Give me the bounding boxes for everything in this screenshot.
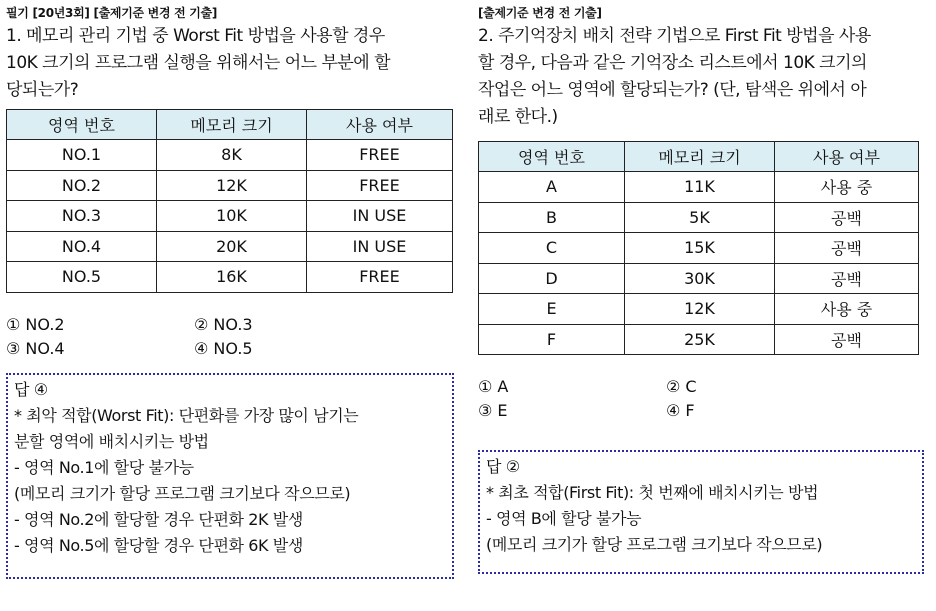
header-usage: 사용 여부	[307, 110, 453, 140]
cell-usage: 공백	[775, 233, 919, 264]
question-2-tag: [출제기준 변경 전 기출]	[478, 6, 602, 20]
question-2-line: 래로 한다.)	[478, 107, 558, 127]
cell-size: 10K	[157, 201, 307, 232]
table-row	[479, 172, 919, 203]
question-2-text	[478, 23, 930, 131]
question-1-answer-box	[6, 373, 454, 579]
question-2	[478, 0, 930, 574]
cell-usage: 공백	[775, 263, 919, 294]
cell-size: 12K	[157, 170, 307, 201]
table-row	[7, 201, 453, 232]
table-header-row	[479, 142, 919, 172]
question-1-text	[6, 23, 458, 104]
header-area-no: 영역 번호	[479, 142, 625, 172]
cell-usage: 공백	[775, 324, 919, 355]
cell-area: F	[479, 324, 625, 355]
table-header-row	[7, 110, 453, 140]
cell-area: NO.3	[7, 201, 157, 232]
answer-line: 분할 영역에 배치시키는 방법	[14, 431, 209, 451]
table-row	[7, 140, 453, 171]
cell-usage: 사용 중	[775, 294, 919, 325]
question-2-answer-box	[478, 450, 924, 574]
table-row	[7, 170, 453, 201]
table-row	[479, 202, 919, 233]
table-row	[479, 294, 919, 325]
cell-size: 12K	[625, 294, 775, 325]
answer-line: - 영역 No.2에 할당할 경우 단편화 2K 발생	[14, 509, 303, 529]
choice-1: ① NO.2	[6, 314, 65, 334]
choice-2: ② NO.3	[194, 314, 253, 334]
question-1-line: 10K 크기의 프로그램 실행을 위해서는 어느 부분에 할	[6, 53, 391, 73]
question-2-line: 2. 주기억장치 배치 전략 기법으로 First Fit 방법을 사용	[478, 26, 871, 46]
cell-usage: 공백	[775, 202, 919, 233]
cell-size: 16K	[157, 262, 307, 293]
cell-area: D	[479, 263, 625, 294]
answer-line: 답 ④	[14, 379, 48, 399]
cell-usage: 사용 중	[775, 172, 919, 203]
cell-usage: IN USE	[307, 231, 453, 262]
cell-area: A	[479, 172, 625, 203]
cell-usage: FREE	[307, 170, 453, 201]
table-row	[7, 262, 453, 293]
answer-line: (메모리 크기가 할당 프로그램 크기보다 작으므로)	[486, 535, 823, 554]
cell-size: 11K	[625, 172, 775, 203]
header-memory-size: 메모리 크기	[625, 142, 775, 172]
header-area-no: 영역 번호	[7, 110, 157, 140]
question-1-choices	[6, 313, 458, 361]
cell-area: NO.2	[7, 170, 157, 201]
cell-area: E	[479, 294, 625, 325]
answer-line: * 최초 적합(First Fit): 첫 번째에 배치시키는 방법	[486, 483, 819, 502]
cell-size: 20K	[157, 231, 307, 262]
cell-area: B	[479, 202, 625, 233]
answer-line: 답 ②	[486, 457, 520, 476]
choice-4: ④ F	[666, 401, 695, 420]
question-1-line: 당되는가?	[6, 80, 79, 100]
question-1-tag: 필기 [20년3회] [출제기준 변경 전 기출]	[6, 6, 218, 20]
cell-usage: IN USE	[307, 201, 453, 232]
cell-usage: FREE	[307, 140, 453, 171]
answer-line: - 영역 No.5에 할당할 경우 단편화 6K 발생	[14, 535, 303, 555]
choice-3: ③ E	[478, 401, 508, 420]
table-row	[479, 324, 919, 355]
question-2-choices	[478, 375, 930, 423]
answer-line: - 영역 No.1에 할당 불가능	[14, 457, 194, 477]
answer-line: - 영역 B에 할당 불가능	[486, 509, 642, 528]
table-row	[7, 231, 453, 262]
question-2-line: 작업은 어느 영역에 할당되는가? (단, 탐색은 위에서 아	[478, 80, 867, 100]
question-2-line: 할 경우, 다음과 같은 기억장소 리스트에서 10K 크기의	[478, 53, 867, 73]
question-1-line: 1. 메모리 관리 기법 중 Worst Fit 방법을 사용할 경우	[6, 26, 385, 46]
question-2-table	[478, 141, 919, 355]
cell-size: 15K	[625, 233, 775, 264]
table-row	[479, 233, 919, 264]
cell-area: NO.5	[7, 262, 157, 293]
cell-usage: FREE	[307, 262, 453, 293]
choice-3: ③ NO.4	[6, 338, 65, 358]
cell-size: 25K	[625, 324, 775, 355]
header-usage: 사용 여부	[775, 142, 919, 172]
cell-size: 8K	[157, 140, 307, 171]
cell-area: NO.4	[7, 231, 157, 262]
cell-area: C	[479, 233, 625, 264]
cell-size: 30K	[625, 263, 775, 294]
choice-2: ② C	[666, 377, 697, 396]
question-1	[6, 0, 458, 579]
table-row	[479, 263, 919, 294]
header-memory-size: 메모리 크기	[157, 110, 307, 140]
choice-1: ① A	[478, 377, 509, 396]
question-1-table	[6, 109, 453, 293]
cell-size: 5K	[625, 202, 775, 233]
cell-area: NO.1	[7, 140, 157, 171]
answer-line: * 최악 적합(Worst Fit): 단편화를 가장 많이 남기는	[14, 405, 359, 425]
choice-4: ④ NO.5	[194, 338, 253, 358]
answer-line: (메모리 크기가 할당 프로그램 크기보다 작으므로)	[14, 483, 351, 503]
